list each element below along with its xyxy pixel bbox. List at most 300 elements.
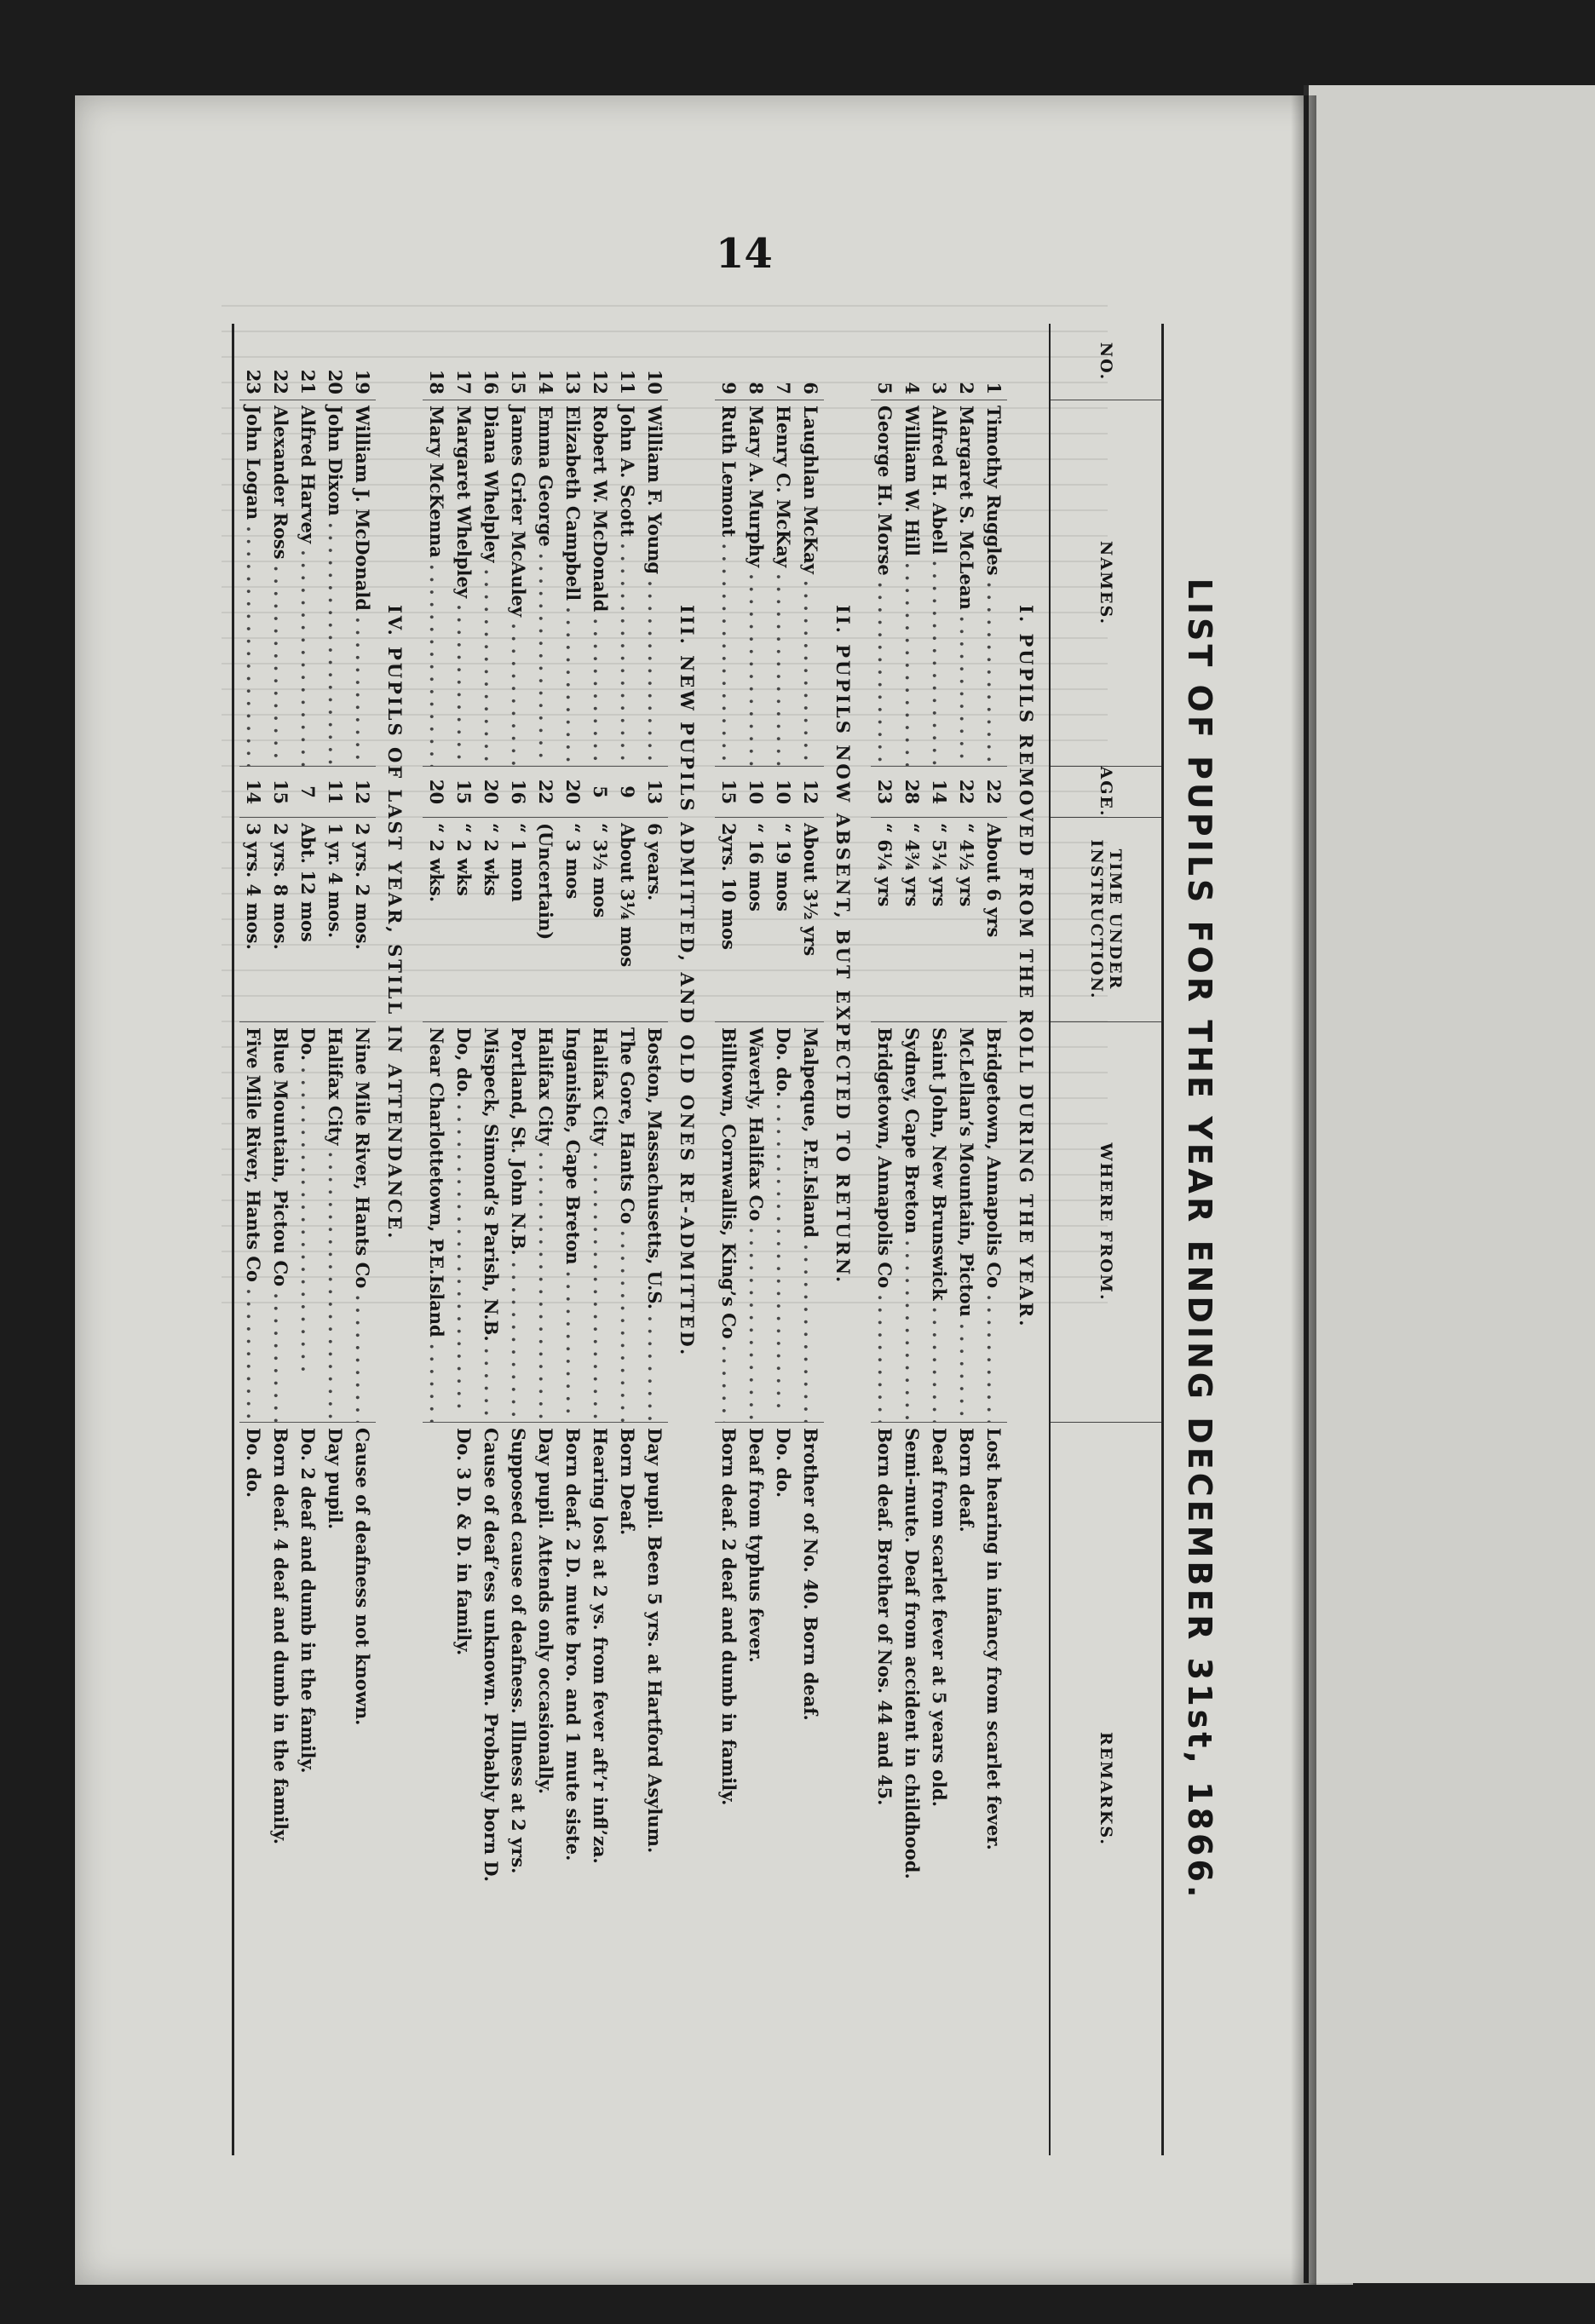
pupil-age-text: 15 (270, 779, 291, 805)
pupil-number (980, 324, 1007, 400)
pupil-time-under-instruction (953, 818, 980, 1022)
pupil-number-text: 18 (426, 369, 447, 394)
pupil-age-text: 12 (800, 779, 821, 805)
pupil-number-text: 9 (718, 382, 740, 394)
pupil-number (715, 324, 742, 400)
pupil-where-from (504, 1022, 532, 1423)
pupil-remarks (980, 1423, 1007, 2155)
pupil-name (613, 400, 641, 767)
table-header (1049, 324, 1161, 2155)
pupil-where-from-text: The Gore, Hants Co . . . (617, 1027, 638, 1423)
table-row (267, 324, 294, 2155)
pupil-time-under-instruction-text: 2yrs. 10 mos (718, 823, 740, 950)
table-row (477, 324, 504, 2155)
pupil-number (532, 324, 559, 400)
pupil-where-from (797, 1022, 824, 1423)
pupil-name (742, 400, 769, 767)
pupil-number-text: 12 (590, 369, 611, 394)
pupil-where-from (769, 1022, 797, 1423)
pupil-time-under-instruction-text: “ 2 wks (453, 823, 475, 896)
pupil-number-text: 1 (983, 382, 1005, 394)
pupil-remarks-text: Cause of deafness not known. (352, 1428, 373, 1726)
pupil-age (898, 767, 925, 818)
pupil-time-under-instruction-text: “ 4½ yrs (956, 823, 977, 907)
table-row (450, 324, 477, 2155)
pupil-name (953, 400, 980, 767)
pupil-name-text: Laughlan McKay . . . (800, 406, 821, 767)
section-title: III. NEW PUPILS ADMITTED, AND OLD ONES RE-ADMITTED. (677, 605, 698, 1358)
pupil-time-under-instruction (423, 818, 450, 1022)
pupil-time-under-instruction (321, 818, 348, 1022)
pupil-where-from-text: Do. . . . (297, 1027, 319, 1372)
pupil-remarks-text: Day pupil. (325, 1428, 346, 1530)
pupil-age (715, 767, 742, 818)
pupil-name (321, 400, 348, 767)
gutter-shadow (1291, 95, 1316, 2285)
pupil-age-text: 5 (590, 785, 611, 798)
pupil-number-text: 13 (562, 369, 584, 394)
section-title: I. PUPILS REMOVED FROM THE ROLL DURING THE YEAR. (1016, 605, 1037, 1329)
pupil-number (742, 324, 769, 400)
pupil-number (267, 324, 294, 400)
pupil-time-under-instruction (797, 818, 824, 1022)
pupil-name (348, 400, 376, 767)
pupil-age (423, 767, 450, 818)
pupil-time-under-instruction-text: “ 2 wks. (426, 823, 447, 903)
pupil-where-from (586, 1022, 613, 1423)
pupil-age-text: 13 (644, 779, 665, 805)
pupil-time-under-instruction (267, 818, 294, 1022)
pupil-name (423, 400, 450, 767)
table-row (641, 324, 668, 2155)
pupil-time-under-instruction-text: (Uncertain) (535, 823, 556, 941)
pupil-number (613, 324, 641, 400)
pupil-name-text: Diana Whelpley . . . (481, 406, 502, 767)
pupil-name-text: Mary McKenna . . . (426, 406, 447, 767)
pupil-remarks (423, 1423, 450, 2155)
table-row (294, 324, 321, 2155)
pupil-number-text: 14 (535, 369, 556, 394)
pupil-age (586, 767, 613, 818)
pupil-remarks-text: Do. do. (773, 1428, 794, 1499)
pupil-number (925, 324, 953, 400)
pupil-name-text: John A. Scott . . . (617, 406, 638, 767)
pupil-remarks (504, 1423, 532, 2155)
pupil-age (797, 767, 824, 818)
pupil-number (239, 324, 267, 400)
pupil-where-from (953, 1022, 980, 1423)
pupil-time-under-instruction (504, 818, 532, 1022)
pupil-number (769, 324, 797, 400)
pupil-age (769, 767, 797, 818)
pupil-name-text: John Dixon . . . (325, 406, 346, 767)
pupil-time-under-instruction (980, 818, 1007, 1022)
pupil-name-text: Robert W. McDonald . . . (590, 406, 611, 767)
pupil-remarks (641, 1423, 668, 2155)
header-where-from: WHERE FROM. (1051, 1022, 1161, 1423)
header-names: NAMES. (1051, 400, 1161, 767)
pupil-time-under-instruction (294, 818, 321, 1022)
pupil-number-text: 5 (874, 382, 895, 394)
pupil-time-under-instruction (532, 818, 559, 1022)
pupil-name (504, 400, 532, 767)
pupil-time-under-instruction (925, 818, 953, 1022)
pupil-name-text: William W. Hill . . . (901, 406, 923, 767)
pupil-remarks-text: Born deaf. 2 D. mute bro. and 1 mute siste. (562, 1428, 584, 1861)
pupil-time-under-instruction-text: “ 19 mos (773, 823, 794, 912)
pupil-name (797, 400, 824, 767)
table-row (504, 324, 532, 2155)
pupil-where-from-text: Near Charlottetown, P.E.Island . . . (426, 1027, 447, 1423)
pupil-time-under-instruction-text: “ 6¼ yrs (874, 823, 895, 907)
pupil-remarks-text: Brother of No. 40. Born deaf. (800, 1428, 821, 1721)
table-section (417, 324, 710, 2155)
pupil-name-text: Alfred Harvey . . . (297, 406, 319, 767)
pupil-number-text: 16 (481, 369, 502, 394)
table-section (710, 324, 866, 2155)
header-remarks: REMARKS. (1097, 1731, 1115, 1846)
pupil-number (586, 324, 613, 400)
pupil-where-from-text: Inganishe, Cape Breton . . . (562, 1027, 584, 1423)
pupil-time-under-instruction-text: “ 16 mos (746, 823, 767, 912)
pupil-number (504, 324, 532, 400)
table-row (613, 324, 641, 2155)
pupil-time-under-instruction (641, 818, 668, 1022)
pupil-name (294, 400, 321, 767)
pupil-where-from-text: Saint John, New Brunswick . . . (929, 1027, 950, 1423)
pupil-where-from (294, 1022, 321, 1423)
pupil-number-text: 22 (270, 369, 291, 394)
pupil-remarks (871, 1423, 898, 2155)
pupil-where-from-text: Nine Mile River, Hants Co . . . (352, 1027, 373, 1423)
pupil-name (980, 400, 1007, 767)
pupil-age-text: 11 (325, 779, 346, 805)
pupil-name (641, 400, 668, 767)
pupil-name-text: Alexander Ross . . . (270, 406, 291, 767)
pupil-time-under-instruction-text: “ 3½ mos (590, 823, 611, 918)
table-row (239, 324, 267, 2155)
pupil-age-text: 22 (535, 779, 556, 805)
pupil-number-text: 7 (773, 382, 794, 394)
pupil-time-under-instruction-text: “ 1 mon (508, 823, 529, 902)
pupil-number (348, 324, 376, 400)
pupil-age (559, 767, 586, 818)
pupil-number (559, 324, 586, 400)
pupil-number (321, 324, 348, 400)
pupil-name-text: Henry C. McKay . . . (773, 406, 794, 767)
pupil-where-from (742, 1022, 769, 1423)
pupil-name (450, 400, 477, 767)
page-number: 14 (716, 230, 773, 278)
pupil-name (898, 400, 925, 767)
pupil-remarks-text: Do. 3 D. & D. in family. (453, 1428, 475, 1656)
pupil-number-text: 8 (746, 382, 767, 394)
table-row (980, 324, 1007, 2155)
pupil-time-under-instruction-text: About 3¼ mos (617, 823, 638, 968)
pupil-age (348, 767, 376, 818)
pupil-time-under-instruction (871, 818, 898, 1022)
pupil-where-from-text: Do, do. . . . (453, 1027, 475, 1409)
pupil-name-text: Timothy Ruggles . . . (983, 406, 1005, 767)
pupil-age-text: 23 (874, 779, 895, 805)
pupil-where-from (532, 1022, 559, 1423)
pupil-where-from-text: Bridgetown, Annapolis Co . . . (983, 1027, 1005, 1423)
pupil-name (477, 400, 504, 767)
pupil-where-from-text: Five Mile River, Hants Co . . . (243, 1027, 264, 1423)
pupil-where-from-text: Boston, Massachusetts, U.S. . . . (644, 1027, 665, 1423)
pupil-age (980, 767, 1007, 818)
pupil-remarks (477, 1423, 504, 2155)
pupil-number (423, 324, 450, 400)
table-row (559, 324, 586, 2155)
pupil-where-from (267, 1022, 294, 1423)
pupil-name (559, 400, 586, 767)
pupil-name-text: John Logan . . . (243, 406, 264, 767)
pupil-time-under-instruction-text: “ 3 mos (562, 823, 584, 900)
pupil-where-from-text: Billtown, Cornwallis, King’s Co . . . (718, 1027, 740, 1423)
pupil-age-text: 10 (746, 779, 767, 805)
pupil-age-text: 14 (243, 779, 264, 805)
pupil-remarks (953, 1423, 980, 2155)
pupil-time-under-instruction (898, 818, 925, 1022)
pupil-name-text: William F. Young . . . (644, 406, 665, 767)
pupil-number (953, 324, 980, 400)
pupil-age (613, 767, 641, 818)
table-row (797, 324, 824, 2155)
pupil-remarks (715, 1423, 742, 2155)
pupil-number-text: 2 (956, 382, 977, 394)
pupil-remarks-text: Day pupil. Attends only occasionally. (535, 1428, 556, 1795)
pupil-number (294, 324, 321, 400)
pupil-where-from-text: Waverly, Halifax Co . . . (746, 1027, 767, 1423)
pupil-where-from (423, 1022, 450, 1423)
table-row (348, 324, 376, 2155)
pupil-remarks-text: Deaf from scarlet fever at 5 years old. (929, 1428, 950, 1808)
pupil-age-text: 20 (562, 779, 584, 805)
pupil-where-from-text: McLellan’s Mountain, Pictou . . . (956, 1027, 977, 1423)
table-row (423, 324, 450, 2155)
pupil-age (742, 767, 769, 818)
pupil-number (898, 324, 925, 400)
pupil-age (321, 767, 348, 818)
pupil-remarks (450, 1423, 477, 2155)
pupil-where-from (239, 1022, 267, 1423)
pupil-remarks (239, 1423, 267, 2155)
pupil-remarks-text: Supposed cause of deafness. Illness at 2 yrs. (508, 1428, 529, 1874)
pupil-age (871, 767, 898, 818)
pupil-name-text: George H. Morse . . . (874, 406, 895, 767)
pupil-time-under-instruction-text: “ 2 wks (481, 823, 502, 896)
pupil-remarks (898, 1423, 925, 2155)
pupil-age (477, 767, 504, 818)
pupil-age-text: 12 (352, 779, 373, 805)
pupil-number-text: 17 (453, 369, 475, 394)
table-row (925, 324, 953, 2155)
pupil-time-under-instruction-text: 6 years. (644, 823, 665, 901)
pupil-remarks (797, 1423, 824, 2155)
pupil-time-under-instruction-text: 3 yrs. 4 mos. (243, 823, 264, 950)
pupil-age (532, 767, 559, 818)
pupil-age-text: 16 (508, 779, 529, 805)
pupil-number-text: 4 (901, 382, 923, 394)
pupil-time-under-instruction (348, 818, 376, 1022)
pupil-number-text: 10 (644, 369, 665, 394)
pupil-time-under-instruction-text: 2 yrs. 8 mos. (270, 823, 291, 950)
pupil-age (504, 767, 532, 818)
pupil-where-from-text: Do. do. . . . (773, 1027, 794, 1409)
pupil-age-text: 22 (983, 779, 1005, 805)
pupil-time-under-instruction-text: “ 5¼ yrs (929, 823, 950, 907)
pupil-where-from-text: Halifax City . . . (535, 1027, 556, 1423)
pupil-remarks-text: Hearing lost at 2 ys. from fever aft’r infl’za. (590, 1428, 611, 1864)
table-row (321, 324, 348, 2155)
pupil-remarks-text: Born deaf. 2 deaf and dumb in family. (718, 1428, 740, 1806)
pupil-where-from-text: Blue Mountain, Pictou Co . . . (270, 1027, 291, 1423)
table-title: LIST OF PUPILS FOR THE YEAR ENDING DECEMBER 31st, 1866. (1181, 578, 1218, 1901)
header-age: AGE. (1051, 767, 1161, 818)
pupil-remarks-text: Cause of deaf’ess unknown. Probably born D. (481, 1428, 502, 1883)
pupil-age-text: 14 (929, 779, 950, 805)
section-title: IV. PUPILS OF LAST YEAR, STILL IN ATTENDANCE. (384, 605, 406, 1241)
pupil-remarks (742, 1423, 769, 2155)
pupil-number (450, 324, 477, 400)
pupil-remarks-text: Do. do. (243, 1428, 264, 1499)
pupil-time-under-instruction-text: 1 yr. 4 mos. (325, 823, 346, 939)
pupil-remarks-text: Born deaf. (956, 1428, 977, 1533)
pupil-time-under-instruction (742, 818, 769, 1022)
section-title: II. PUPILS NOW ABSENT, BUT EXPECTED TO RETURN. (832, 605, 854, 1286)
pupil-where-from-text: Halifax City . . . (325, 1027, 346, 1423)
pupil-where-from-text: Portland, St. John N.B. . . . (508, 1027, 529, 1423)
pupil-number (477, 324, 504, 400)
pupil-remarks (613, 1423, 641, 2155)
pupil-time-under-instruction (715, 818, 742, 1022)
pupil-remarks-text: Semi-mute. Deaf from accident in childhood. (901, 1428, 923, 1879)
pupil-number-text: 23 (243, 369, 264, 394)
pupil-remarks-text: Day pupil. Been 5 yrs. at Hartford Asylum. (644, 1428, 665, 1854)
pupil-time-under-instruction (450, 818, 477, 1022)
table-row (586, 324, 613, 2155)
pupil-age-text: 20 (426, 779, 447, 805)
pupil-time-under-instruction (477, 818, 504, 1022)
pupil-age-text: 15 (453, 779, 475, 805)
pupil-where-from-text: Halifax City . . . (590, 1027, 611, 1423)
pupil-number-text: 19 (352, 369, 373, 394)
pupil-where-from (641, 1022, 668, 1423)
pupil-remarks-text: Born deaf. 4 deaf and dumb in the family. (270, 1428, 291, 1845)
pupil-number (797, 324, 824, 400)
pupil-age-text: 9 (617, 785, 638, 798)
pupil-where-from-text: Bridgetown, Annapolis Co . . . (874, 1027, 895, 1423)
pupil-where-from-text: Sydney, Cape Breton . . . (901, 1027, 923, 1423)
pupil-time-under-instruction (769, 818, 797, 1022)
pupil-name (769, 400, 797, 767)
pupil-name-text: Ruth Lemont . . . (718, 406, 740, 767)
pupil-time-under-instruction-text: Abt. 12 mos (297, 823, 319, 942)
pupil-time-under-instruction (613, 818, 641, 1022)
pupil-name-text: Mary A. Murphy . . . (746, 406, 767, 767)
pupil-time-under-instruction (239, 818, 267, 1022)
pupil-age (953, 767, 980, 818)
pupil-remarks (294, 1423, 321, 2155)
pupil-age-text: 28 (901, 779, 923, 805)
pupil-time-under-instruction-text: About 6 yrs (983, 823, 1005, 938)
pupil-where-from (871, 1022, 898, 1423)
pupil-remarks (769, 1423, 797, 2155)
pupil-time-under-instruction-text: “ 4¾ yrs (901, 823, 923, 907)
pupil-remarks (532, 1423, 559, 2155)
pupil-table (243, 324, 1218, 2155)
pupil-remarks (348, 1423, 376, 2155)
pupil-remarks (925, 1423, 953, 2155)
pupil-age (641, 767, 668, 818)
pupil-name (586, 400, 613, 767)
pupil-age-text: 15 (718, 779, 740, 805)
pupil-time-under-instruction (586, 818, 613, 1022)
pupil-name-text: William J. McDonald . . . (352, 406, 373, 767)
pupil-name-text: Emma George . . . (535, 406, 556, 767)
pupil-number-text: 3 (929, 382, 950, 394)
pupil-where-from (477, 1022, 504, 1423)
pupil-name (532, 400, 559, 767)
table-row (715, 324, 742, 2155)
table-row (898, 324, 925, 2155)
table-row (532, 324, 559, 2155)
pupil-name (239, 400, 267, 767)
pupil-name (267, 400, 294, 767)
pupil-remarks (267, 1423, 294, 2155)
header-no: NO. (1051, 324, 1161, 400)
pupil-number (871, 324, 898, 400)
pupil-age (239, 767, 267, 818)
pupil-remarks-text: Born deaf. Brother of Nos. 44 and 45. (874, 1428, 895, 1806)
pupil-remarks-text: Deaf from typhus fever. (746, 1428, 767, 1663)
table-body (234, 324, 1049, 2155)
pupil-where-from (348, 1022, 376, 1423)
pupil-number (641, 324, 668, 400)
pupil-time-under-instruction (559, 818, 586, 1022)
pupil-number-text: 15 (508, 369, 529, 394)
pupil-remarks-text: Lost hearing in infancy from scarlet fever. (983, 1428, 1005, 1850)
pupil-name-text: Margaret Whelpley . . . (453, 406, 475, 767)
pupil-where-from (715, 1022, 742, 1423)
pupil-name-text: Alfred H. Abell . . . (929, 406, 950, 767)
table-frame (232, 324, 1164, 2155)
pupil-name-text: Elizabeth Campbell . . . (562, 406, 584, 767)
facing-page-edge (1304, 85, 1595, 2283)
table-row (742, 324, 769, 2155)
pupil-where-from-text: Malpeque, P.E.Island . . . (800, 1027, 821, 1423)
table-row (953, 324, 980, 2155)
pupil-age-text: 22 (956, 779, 977, 805)
pupil-age-text: 20 (481, 779, 502, 805)
pupil-number-text: 21 (297, 369, 319, 394)
pupil-remarks-text: Born Deaf. (617, 1428, 638, 1536)
pupil-number-text: 6 (800, 382, 821, 394)
pupil-time-under-instruction-text: About 3½ yrs (800, 823, 821, 957)
pupil-age-text: 7 (297, 785, 319, 798)
pupil-age (450, 767, 477, 818)
pupil-time-under-instruction-text: 2 yrs. 2 mos. (352, 823, 373, 950)
pupil-where-from (898, 1022, 925, 1423)
pupil-remarks (559, 1423, 586, 2155)
pupil-number-text: 11 (617, 369, 638, 394)
pupil-age (925, 767, 953, 818)
pupil-where-from (450, 1022, 477, 1423)
pupil-name (871, 400, 898, 767)
pupil-name-text: Margaret S. McLean . . . (956, 406, 977, 767)
pupil-where-from (980, 1022, 1007, 1423)
